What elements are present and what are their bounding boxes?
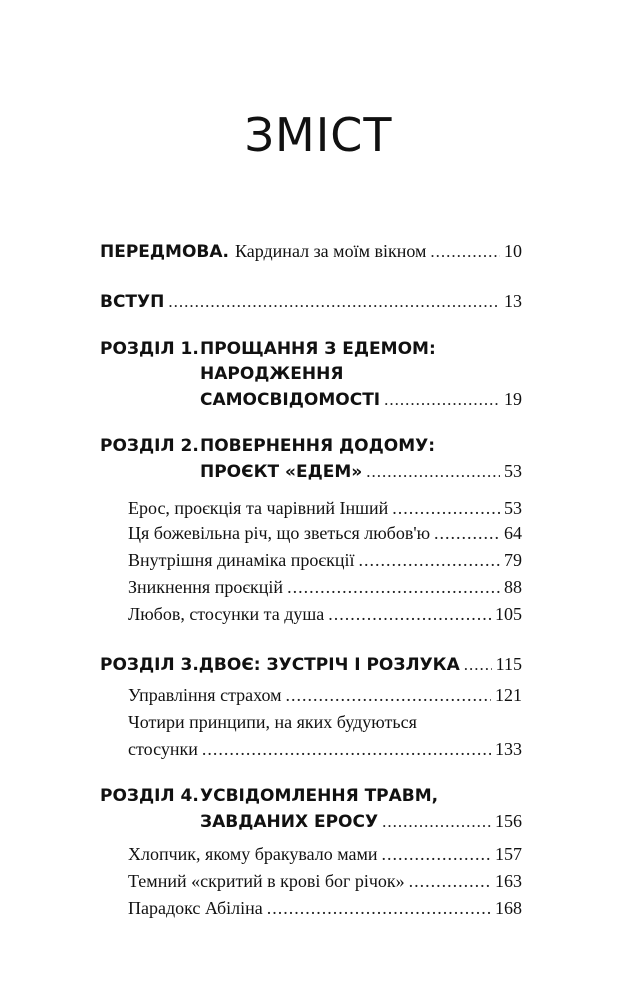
leader-dots xyxy=(409,870,491,892)
chapter-label: РОЗДІЛ 1. xyxy=(100,339,199,359)
chapter-title: УСВІДОМЛЕННЯ ТРАВМ, xyxy=(200,786,439,806)
section-title: Ця божевільна річ, що зветься любов'ю xyxy=(128,523,431,543)
leader-dots xyxy=(382,843,491,865)
section-title: Зникнення проєкцій xyxy=(128,577,284,597)
page-number: 163 xyxy=(495,871,522,891)
page-number: 88 xyxy=(504,577,522,597)
toc-section[interactable] xyxy=(128,549,522,571)
chapter-title: ЗАВДАНИХ ЕРОСУ xyxy=(200,812,379,832)
chapter-2-heading-line1[interactable] xyxy=(100,435,435,457)
chapter-title: САМОСВІДОМОСТІ xyxy=(200,390,381,410)
leader-dots xyxy=(382,811,491,833)
foreword-label: ПЕРЕДМОВА. xyxy=(100,242,229,262)
leader-dots xyxy=(464,654,492,676)
foreword-title: Кардинал за моїм вікном xyxy=(235,241,427,261)
leader-dots xyxy=(392,497,500,519)
intro-label: ВСТУП xyxy=(100,292,165,312)
chapter-label: РОЗДІЛ 3. xyxy=(100,655,199,675)
leader-dots xyxy=(267,897,491,919)
page-number: 133 xyxy=(495,739,522,759)
page-number: 105 xyxy=(495,604,522,624)
page-number: 53 xyxy=(504,461,522,481)
chapter-4-heading-line1[interactable] xyxy=(100,785,438,807)
leader-dots xyxy=(366,461,500,483)
leader-dots xyxy=(168,291,500,313)
toc-section[interactable] xyxy=(128,603,522,625)
page-number: 19 xyxy=(504,389,522,409)
toc-entry-foreword[interactable] xyxy=(100,240,522,263)
leader-dots xyxy=(359,549,500,571)
section-title: Темний «скритий в крові бог річок» xyxy=(128,871,405,891)
chapter-title: НАРОДЖЕННЯ xyxy=(200,364,344,384)
page-number: 157 xyxy=(495,844,522,864)
section-title: Внутрішня динаміка проєкції xyxy=(128,550,355,570)
chapter-1-heading-line2 xyxy=(200,363,343,385)
chapter-4-heading-line2[interactable] xyxy=(200,810,522,833)
page-number: 53 xyxy=(504,498,522,518)
leader-dots xyxy=(430,241,500,263)
page-number: 168 xyxy=(495,898,522,918)
section-title: стосунки xyxy=(128,739,198,759)
section-title: Парадокс Абіліна xyxy=(128,898,263,918)
chapter-title: ПОВЕРНЕННЯ ДОДОМУ: xyxy=(200,436,436,456)
chapter-title: ДВОЄ: ЗУСТРІЧ І РОЗЛУКА xyxy=(198,655,460,675)
page-number: 10 xyxy=(504,241,522,261)
leader-dots xyxy=(287,576,500,598)
leader-dots xyxy=(328,603,491,625)
page-number: 115 xyxy=(495,654,522,674)
chapter-label: РОЗДІЛ 2. xyxy=(100,436,199,456)
toc-section[interactable] xyxy=(128,843,522,865)
section-title: Хлопчик, якому бракувало мами xyxy=(128,844,378,864)
page-number: 64 xyxy=(504,523,522,543)
chapter-2-heading-line2[interactable] xyxy=(200,460,522,483)
chapter-1-heading-line3[interactable] xyxy=(200,388,522,411)
chapter-title: ПРОЄКТ «ЕДЕМ» xyxy=(200,462,363,482)
section-title: Чотири принципи, на яких будуються xyxy=(128,712,417,732)
page-number: 156 xyxy=(495,811,522,831)
chapter-title: ПРОЩАННЯ З ЕДЕМОМ: xyxy=(200,339,436,359)
leader-dots xyxy=(286,684,491,706)
page-title: ЗМІСТ xyxy=(244,108,393,162)
chapter-1-heading-line1[interactable] xyxy=(100,338,436,360)
chapter-3-heading[interactable] xyxy=(100,653,522,676)
toc-section-line2[interactable] xyxy=(128,738,522,760)
toc-section[interactable] xyxy=(128,522,522,544)
toc-section[interactable] xyxy=(128,684,522,706)
page-number: 13 xyxy=(504,291,522,311)
toc-section-line1[interactable] xyxy=(128,711,417,733)
toc-entry-intro[interactable] xyxy=(100,290,522,313)
leader-dots xyxy=(384,389,500,411)
section-title: Любов, стосунки та душа xyxy=(128,604,325,624)
toc-section[interactable] xyxy=(128,897,522,919)
toc-section[interactable] xyxy=(128,870,522,892)
page-number: 121 xyxy=(495,685,522,705)
chapter-label: РОЗДІЛ 4. xyxy=(100,786,199,806)
leader-dots xyxy=(434,522,500,544)
section-title: Ерос, проєкція та чарівний Інший xyxy=(128,498,389,518)
section-title: Управління страхом xyxy=(128,685,282,705)
leader-dots xyxy=(202,738,491,760)
page-number: 79 xyxy=(504,550,522,570)
toc-section[interactable] xyxy=(128,497,522,519)
toc-section[interactable] xyxy=(128,576,522,598)
